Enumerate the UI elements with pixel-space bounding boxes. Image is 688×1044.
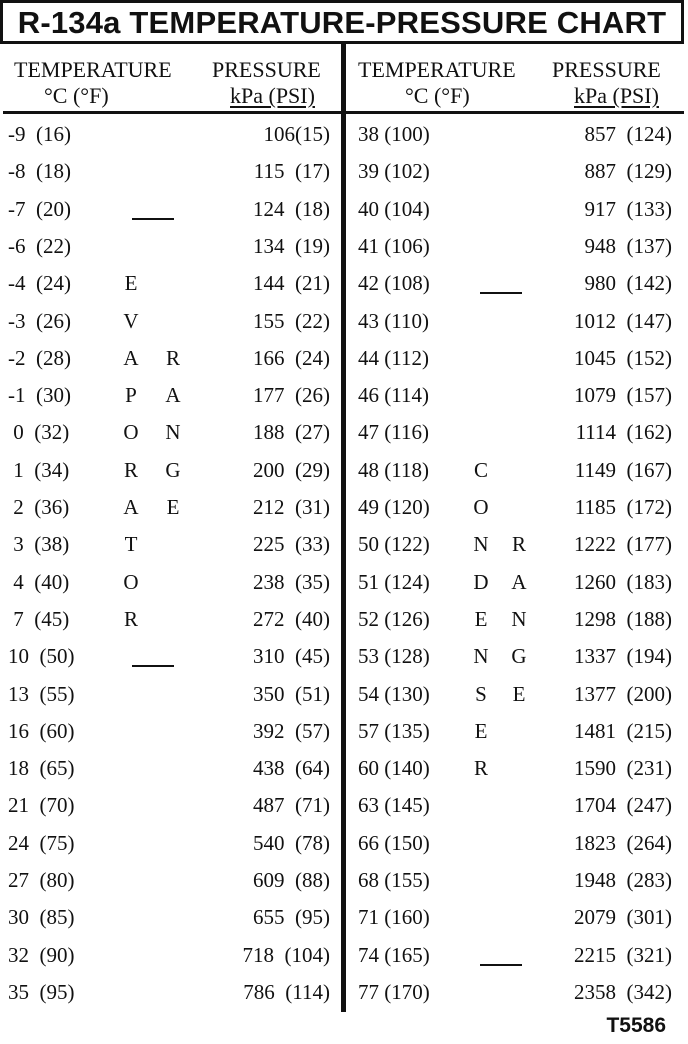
table-row [0,229,688,266]
section-label-letter: R [123,606,138,631]
right-temperature-cell: 60 (140) [358,756,430,781]
right-temperature-cell: 39 (102) [358,159,430,184]
right-temperature-cell: 74 (165) [358,942,430,967]
right-pressure-cell: 1337 (194) [574,644,672,669]
right-pressure-cell: 1481 (215) [574,718,672,743]
right-pressure-cell: 1948 (283) [574,868,672,892]
left-pressure-cell: 609 (88) [253,868,330,892]
right-pressure-cell: 1298 (188) [574,606,672,631]
section-label-letter: C [473,457,488,482]
right-temperature-cell: 48 (118) [358,457,429,482]
left-pressure-cell: 188 (27) [253,420,330,445]
left-temperature-cell: -6 (22) [8,233,71,258]
section-label-letter: N [473,532,489,557]
right-pressure-cell: 1590 (231) [574,756,672,781]
table-row [0,714,688,751]
right-temperature-cell: 63 (145) [358,793,430,818]
right-pressure-cell: 1149 (167) [574,457,672,482]
right-pressure-cell: 2215 (321) [574,942,672,967]
right-pressure-cell: 917 (133) [584,196,672,221]
right-temperature-cell: 53 (128) [358,644,430,669]
right-temperature-unit: °C (°F) [405,83,470,108]
right-pressure-cell: 1079 (157) [574,383,672,408]
section-label-letter: O [123,420,139,445]
left-pressure-cell: 155 (22) [253,308,330,333]
left-pressure-cell: 144 (21) [253,271,330,296]
bracket-dash [132,218,174,220]
left-temperature-cell: -3 (26) [8,308,71,333]
table-row [0,266,688,303]
right-temperature-cell: 54 (130) [358,681,430,706]
table-row [0,975,688,1012]
left-temperature-cell: 10 (50) [8,644,75,669]
right-pressure-cell: 980 (142) [584,271,672,296]
left-temperature-cell: 35 (95) [8,979,75,1004]
right-pressure-cell: 1045 (152) [574,345,672,370]
left-temperature-cell: 18 (65) [8,756,75,781]
right-pressure-cell: 1377 (200) [574,681,672,706]
table-row [0,826,688,863]
right-pressure-cell: 857 (124) [584,122,672,146]
right-pressure-header: PRESSURE [552,57,661,82]
left-pressure-cell: 238 (35) [253,569,330,594]
section-label-letter: E [474,606,488,631]
section-label-letter: A [511,569,527,594]
left-pressure-cell: 177 (26) [253,383,330,408]
table-row [0,527,688,564]
figure-code: T5586 [606,1014,666,1037]
table-row [0,938,688,975]
table-row [0,639,688,676]
left-temperature-cell: -2 (28) [8,345,71,370]
left-pressure-cell: 115 (17) [253,159,330,184]
right-temperature-cell: 47 (116) [358,420,429,445]
left-pressure-cell: 655 (95) [253,905,330,930]
right-pressure-cell: 887 (129) [584,159,672,184]
section-label-letter: G [165,457,181,482]
right-temperature-cell: 50 (122) [358,532,430,557]
left-temperature-cell: 4 (40) [8,569,70,594]
right-temperature-cell: 41 (106) [358,233,430,258]
table-row [0,788,688,825]
left-temperature-cell: 2 (36) [8,495,70,519]
bracket-dash [480,292,522,294]
left-temperature-cell: 16 (60) [8,718,75,743]
right-pressure-cell: 1704 (247) [574,793,672,818]
right-temperature-cell: 52 (126) [358,606,430,631]
table-row [0,415,688,452]
right-pressure-cell: 2358 (342) [574,979,672,1004]
section-label-letter: V [123,308,139,333]
section-label-letter: E [124,271,138,296]
table-row [0,341,688,378]
left-temperature-cell: 7 (45) [8,606,70,631]
left-pressure-cell: 212 (31) [253,495,330,519]
bracket-dash [132,665,174,667]
left-pressure-cell: 487 (71) [253,793,330,818]
right-temperature-cell: 43 (110) [358,308,429,333]
left-temperature-cell: 27 (80) [8,868,75,892]
right-pressure-cell: 1260 (183) [574,569,672,594]
right-pressure-cell: 948 (137) [584,233,672,258]
section-label-letter: R [511,532,526,557]
right-pressure-cell: 1222 (177) [574,532,672,557]
bracket-dash [480,964,522,966]
section-label-letter: N [473,644,489,669]
right-temperature-cell: 38 (100) [358,122,430,146]
left-pressure-cell: 272 (40) [253,606,330,631]
left-pressure-cell: 392 (57) [253,718,330,743]
section-label-letter: S [475,681,487,706]
left-pressure-unit: kPa (PSI) [230,83,315,108]
table-row [0,565,688,602]
left-temperature-cell: 32 (90) [8,942,75,967]
left-pressure-cell: 786 (114) [243,979,330,1004]
left-temperature-cell: -7 (20) [8,196,71,221]
right-temperature-cell: 42 (108) [358,271,430,296]
right-temperature-cell: 46 (114) [358,383,429,408]
left-pressure-cell: 225 (33) [253,532,330,557]
table-row [0,751,688,788]
right-temperature-cell: 57 (135) [358,718,430,743]
right-pressure-cell: 1012 (147) [574,308,672,333]
section-label-letter: D [473,569,489,594]
section-label-letter: T [124,532,138,557]
right-temperature-cell: 71 (160) [358,905,430,930]
left-temperature-cell: -1 (30) [8,383,71,408]
right-pressure-cell: 1185 (172) [574,495,672,519]
table-row [0,117,688,154]
section-label-letter: N [165,420,181,445]
section-label-letter: E [166,495,180,519]
left-temperature-cell: -4 (24) [8,271,71,296]
right-temperature-cell: 66 (150) [358,830,430,855]
left-temperature-cell: 30 (85) [8,905,75,930]
left-temperature-cell: 13 (55) [8,681,75,706]
left-pressure-cell: 350 (51) [253,681,330,706]
left-pressure-cell: 718 (104) [242,942,330,967]
left-pressure-cell: 106(15) [263,122,330,146]
section-label-letter: A [123,345,139,370]
left-pressure-cell: 540 (78) [253,830,330,855]
section-label-letter: P [125,383,137,408]
section-label-letter: O [123,569,139,594]
left-pressure-cell: 124 (18) [253,196,330,221]
right-temperature-cell: 40 (104) [358,196,430,221]
left-pressure-cell: 166 (24) [253,345,330,370]
left-pressure-cell: 134 (19) [253,233,330,258]
table-row [0,900,688,937]
left-temperature-cell: 21 (70) [8,793,75,818]
table-row [0,304,688,341]
left-temperature-cell: -9 (16) [8,122,71,146]
table-row [0,863,688,900]
table-row [0,192,688,229]
section-label-letter: A [123,495,139,519]
table-row [0,378,688,415]
section-label-letter: E [474,718,488,743]
left-temperature-cell: 1 (34) [8,457,70,482]
right-temperature-header: TEMPERATURE [358,57,516,82]
right-pressure-cell: 2079 (301) [574,905,672,930]
right-pressure-cell: 1114 (162) [575,420,672,445]
left-temperature-cell: 0 (32) [8,420,70,445]
table-row [0,154,688,191]
right-temperature-cell: 51 (124) [358,569,430,594]
chart-title: R-134a TEMPERATURE-PRESSURE CHART [0,0,684,44]
section-label-letter: O [473,495,489,519]
left-temperature-cell: -8 (18) [8,159,71,184]
left-pressure-cell: 438 (64) [253,756,330,781]
section-label-letter: G [511,644,527,669]
right-temperature-cell: 77 (170) [358,979,430,1004]
table-row [0,677,688,714]
table-row [0,453,688,490]
left-pressure-cell: 310 (45) [253,644,330,669]
right-temperature-cell: 49 (120) [358,495,430,519]
table-row [0,602,688,639]
section-label-letter: R [473,756,488,781]
right-pressure-unit: kPa (PSI) [574,83,659,108]
right-temperature-cell: 44 (112) [358,345,429,370]
left-temperature-cell: 3 (38) [8,532,70,557]
section-label-letter: N [511,606,527,631]
left-temperature-header: TEMPERATURE [14,57,172,82]
table-row [0,490,688,527]
left-temperature-cell: 24 (75) [8,830,75,855]
right-temperature-cell: 68 (155) [358,868,430,892]
section-label-letter: R [123,457,138,482]
right-pressure-cell: 1823 (264) [574,830,672,855]
left-temperature-unit: °C (°F) [44,83,109,108]
section-label-letter: E [512,681,526,706]
section-label-letter: A [165,383,181,408]
left-pressure-cell: 200 (29) [253,457,330,482]
left-pressure-header: PRESSURE [212,57,321,82]
section-label-letter: R [165,345,180,370]
